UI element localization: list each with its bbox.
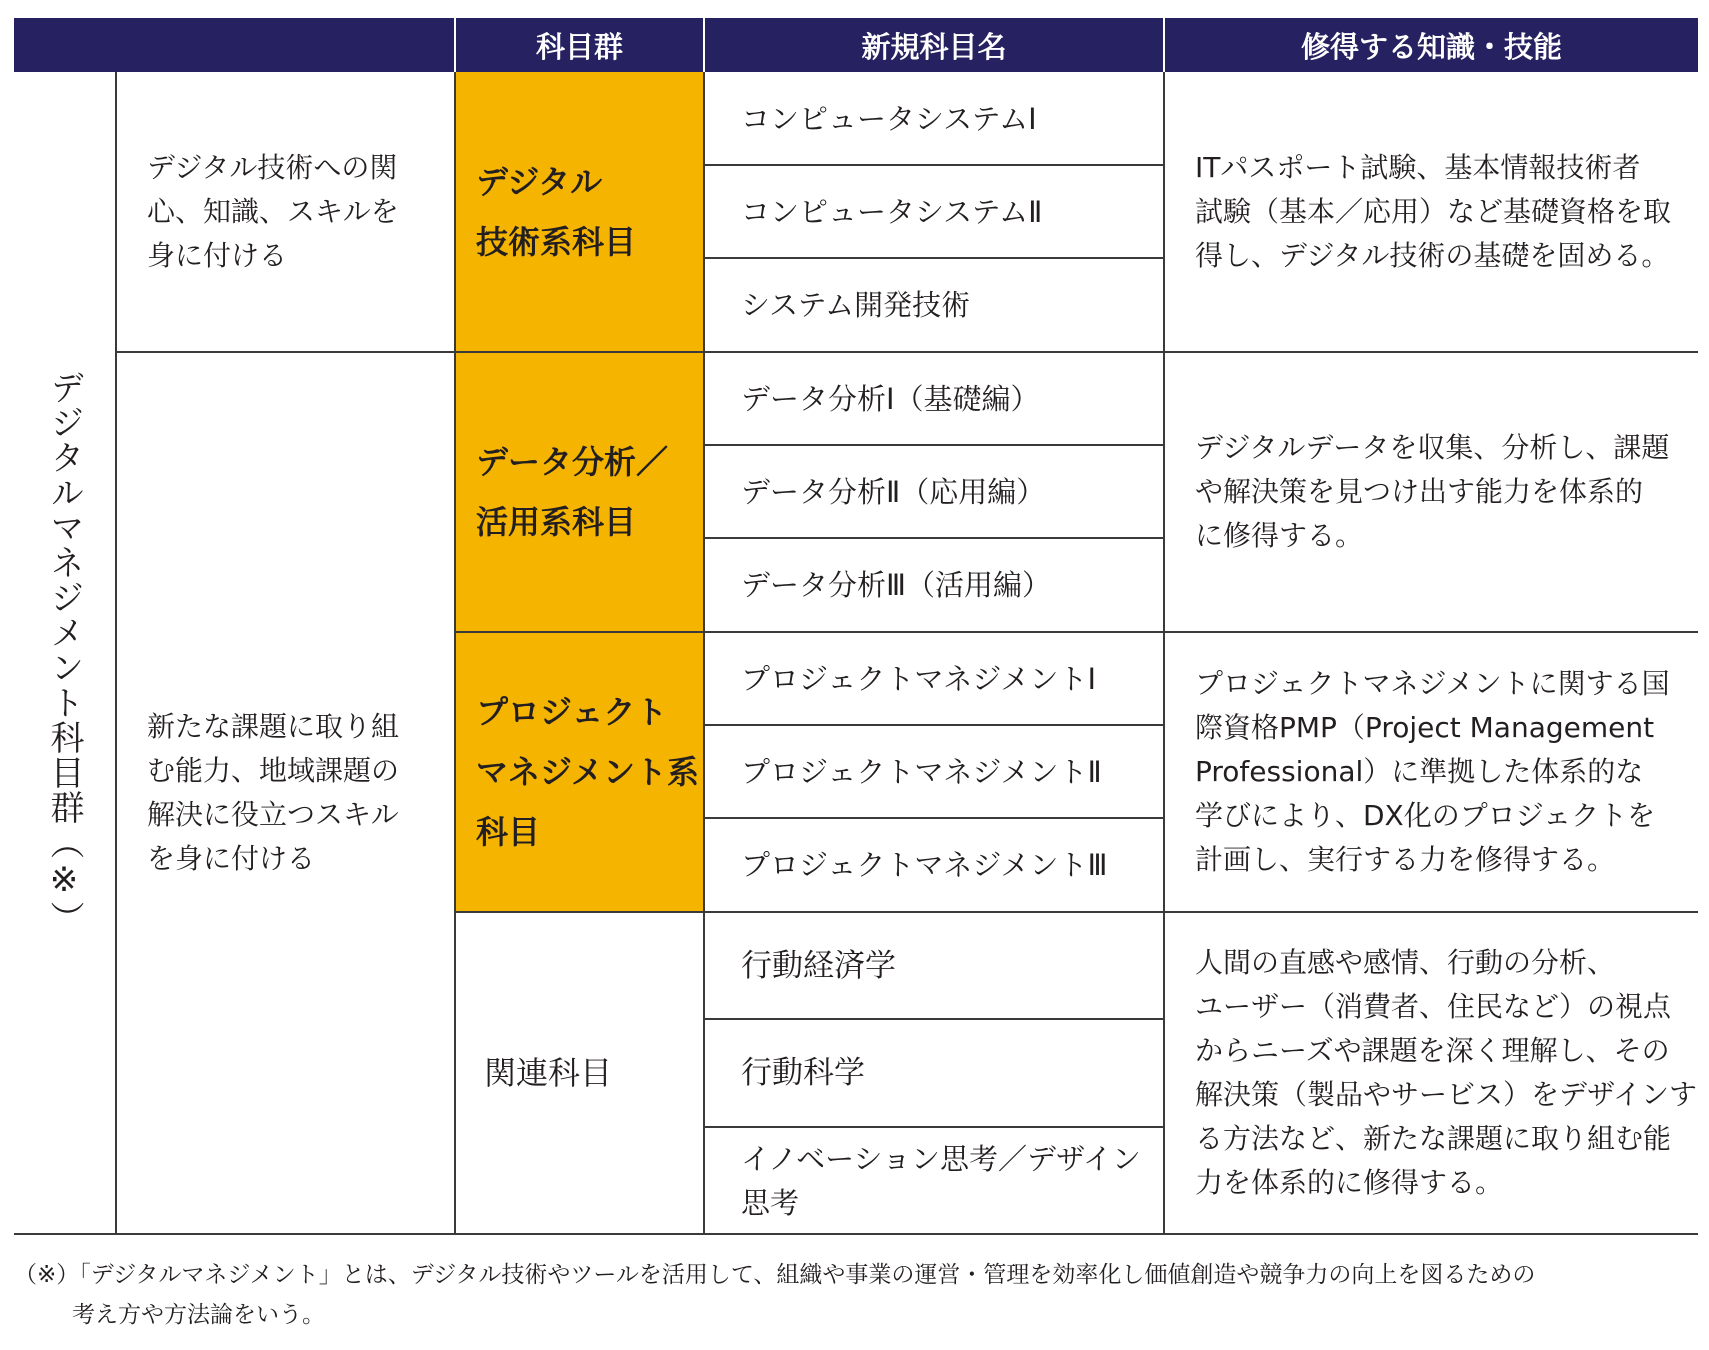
rule [703,164,1163,166]
rule [703,444,1163,446]
footnote-line-1: （※）「デジタルマネジメント」とは、デジタル技術やツールを活用して、組織や事業の運営・管理を効率化し価値創造や競争力の向上を図るための [14,1262,1536,1288]
category-related: 関連科目 [484,1054,613,1092]
rule [703,257,1163,259]
subject-cell: データ分析Ⅲ（活用編） [741,568,1051,602]
category-project-management: プロジェクト マネジメント系 科目 [454,632,703,912]
side-label: デジタルマネジメント科目群（※） [44,370,84,936]
subject-cell: 行動経済学 [741,947,896,984]
purpose-text-1: デジタル技術への関心、知識、スキルを身に付ける [147,151,399,272]
rule [703,72,705,1234]
purpose-cell-1 [115,72,454,352]
purpose-cell-2 [115,352,454,1234]
rule [703,817,1163,819]
category-digital-tech: デジタル 技術系科目 [454,72,703,352]
knowledge-cell-4: 人間の直感や感情、行動の分析、 ユーザー（消費者、住民など）の視点 からニーズや課題を深く理解し、その 解決策（製品やサービス）をデザインす る方法など、新たな課題に取り組む能 力を体系的に修得する。 [1195,946,1698,1199]
subject-cell: コンピュータシステムⅠ [741,101,1037,136]
rule [703,1126,1163,1128]
subject-cell: データ分析Ⅰ（基礎編） [741,381,1040,416]
subject-cell: データ分析Ⅱ（応用編） [741,474,1046,509]
knowledge-cell-3: プロジェクトマネジメントに関する国 際資格PMP（Project Management Professional）に準拠した体系的な 学びにより、DX化のプロジェクトを 計画し、実行する力を修得する。 [1195,667,1670,876]
rule [454,72,456,1234]
header-subject-name: 新規科目名 [703,18,1163,72]
subject-cell: プロジェクトマネジメントⅠ [741,661,1097,696]
rule [703,1018,1163,1020]
purpose-text-2: 新たな課題に取り組む能力、地域課題の解決に役立つスキルを身に付ける [147,710,400,875]
knowledge-cell-2: デジタルデータを収集、分析し、課題 や解決策を見つけ出す能力を体系的 に修得する。 [1195,431,1670,552]
rule [454,631,1698,633]
subject-cell: プロジェクトマネジメントⅢ [741,848,1108,882]
subject-cell: 行動科学 [741,1055,865,1091]
rule [1163,72,1165,1234]
footnote [14,1255,1694,1335]
subject-cell: コンピュータシステムⅡ [741,194,1043,229]
rule [703,537,1163,539]
footnote-line-2: 考え方や方法論をいう。 [72,1302,325,1328]
rule [115,72,117,1234]
subject-cell: イノベーション思考／デザイン思考 [741,1141,1141,1220]
curriculum-table [14,18,1698,1234]
rule [115,351,1698,353]
rule [454,911,1698,913]
subject-cell: プロジェクトマネジメントⅡ [741,754,1102,789]
category-data-analysis: データ分析／ 活用系科目 [454,352,703,632]
header-blank [14,18,454,72]
rule [14,1233,1698,1235]
knowledge-cell-1: ITパスポート試験、基本情報技術者 試験（基本／応用）など基礎資格を取 得し、デジタル技術の基礎を固める。 [1195,151,1672,272]
header-knowledge: 修得する知識・技能 [1163,18,1698,72]
subject-cell: システム開発技術 [741,288,971,322]
header-category: 科目群 [454,18,703,72]
rule [703,724,1163,726]
